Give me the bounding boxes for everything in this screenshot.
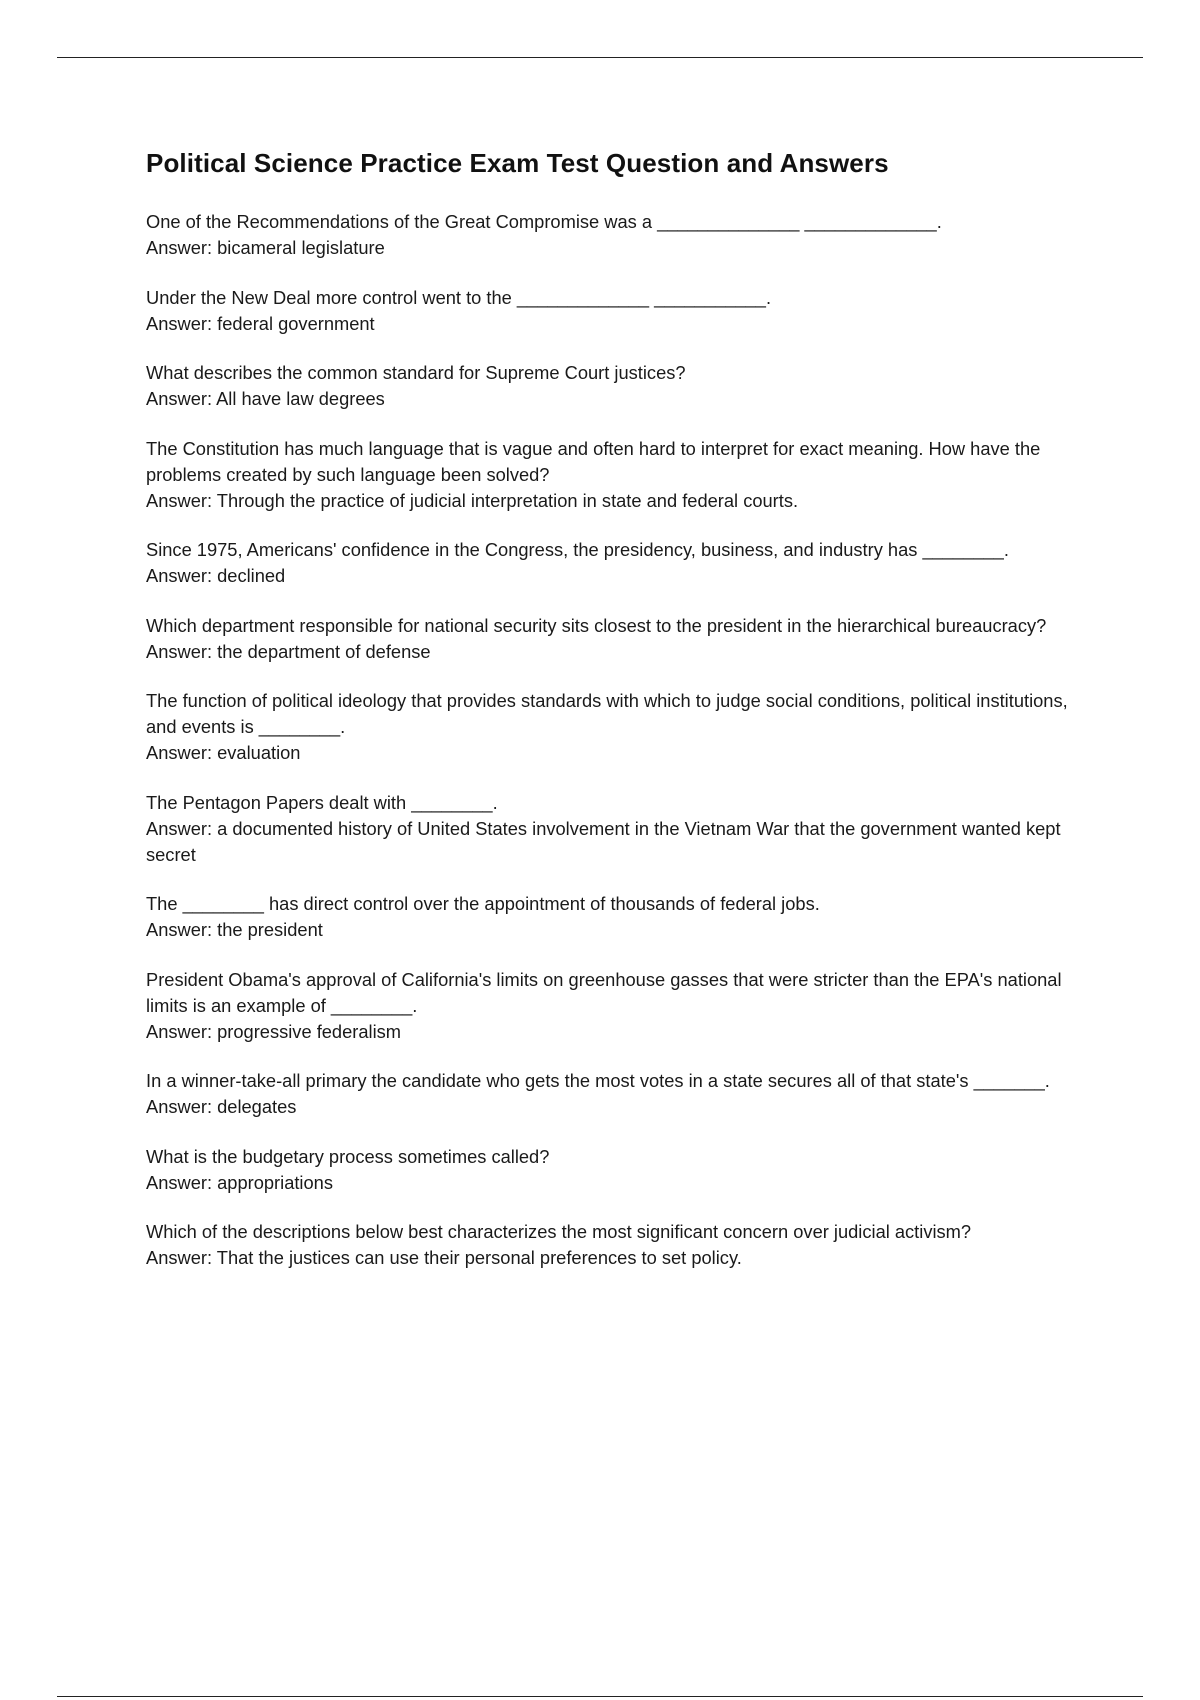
qa-item	[146, 1219, 1096, 1271]
answer-text: Answer: bicameral legislature	[146, 237, 385, 259]
answer-text: Answer: progressive federalism	[146, 1020, 402, 1042]
answer-text: Answer: delegates	[146, 1096, 297, 1118]
question-text: Since 1975, Americans' confidence in the Congress, the presidency, business, and industry has ________.	[146, 539, 1009, 561]
question-text: The function of political ideology that provides standards with which to judge social conditions, political institutions, and events is ________.	[146, 690, 1068, 738]
qa-item	[146, 613, 1096, 665]
question-text: In a winner-take-all primary the candidate who gets the most votes in a state secures all of that state's _______.	[146, 1070, 1050, 1092]
question-text: The Pentagon Papers dealt with ________.	[146, 791, 498, 813]
question-text: Under the New Deal more control went to the _____________ ___________.	[146, 286, 772, 308]
answer-text: Answer: the president	[146, 919, 323, 941]
qa-item	[146, 891, 1096, 943]
qa-item	[146, 436, 1096, 514]
qa-item	[146, 688, 1096, 766]
answer-text: Answer: Through the practice of judicial interpretation in state and federal courts.	[146, 489, 799, 511]
qa-item	[146, 790, 1096, 868]
question-text: What is the budgetary process sometimes called?	[146, 1145, 550, 1167]
qa-item	[146, 209, 1096, 261]
document-title: Political Science Practice Exam Test Question and Answers	[146, 148, 889, 178]
bottom-rule	[57, 1696, 1143, 1697]
qa-item	[146, 1068, 1096, 1120]
question-text: Which of the descriptions below best characterizes the most significant concern over judicial activism?	[146, 1221, 972, 1243]
answer-text: Answer: declined	[146, 565, 286, 587]
answer-text: Answer: appropriations	[146, 1171, 333, 1193]
answer-text: Answer: All have law degrees	[146, 388, 385, 410]
question-text: Which department responsible for national security sits closest to the president in the hierarchical bureaucracy?	[146, 614, 1047, 636]
qa-item	[146, 1144, 1096, 1196]
qa-item	[146, 285, 1096, 337]
answer-text: Answer: That the justices can use their personal preferences to set policy.	[146, 1247, 742, 1269]
question-text: The Constitution has much language that is vague and often hard to interpret for exact meaning. How have the problems created by such language been solved?	[146, 437, 1041, 485]
answer-text: Answer: evaluation	[146, 742, 301, 764]
top-rule	[57, 57, 1143, 58]
answer-text: Answer: the department of defense	[146, 640, 431, 662]
question-text: The ________ has direct control over the appointment of thousands of federal jobs.	[146, 893, 820, 915]
document-body	[146, 148, 1096, 1295]
qa-item	[146, 967, 1096, 1045]
answer-text: Answer: federal government	[146, 312, 375, 334]
question-text: What describes the common standard for Supreme Court justices?	[146, 362, 686, 384]
question-text: President Obama's approval of California's limits on greenhouse gasses that were stricter than the EPA's national limits is an example of ________.	[146, 968, 1062, 1016]
qa-item	[146, 360, 1096, 412]
qa-item	[146, 537, 1096, 589]
answer-text: Answer: a documented history of United States involvement in the Vietnam War that the government wanted kept secret	[146, 817, 1061, 865]
question-text: One of the Recommendations of the Great Compromise was a ______________ _____________.	[146, 211, 942, 233]
